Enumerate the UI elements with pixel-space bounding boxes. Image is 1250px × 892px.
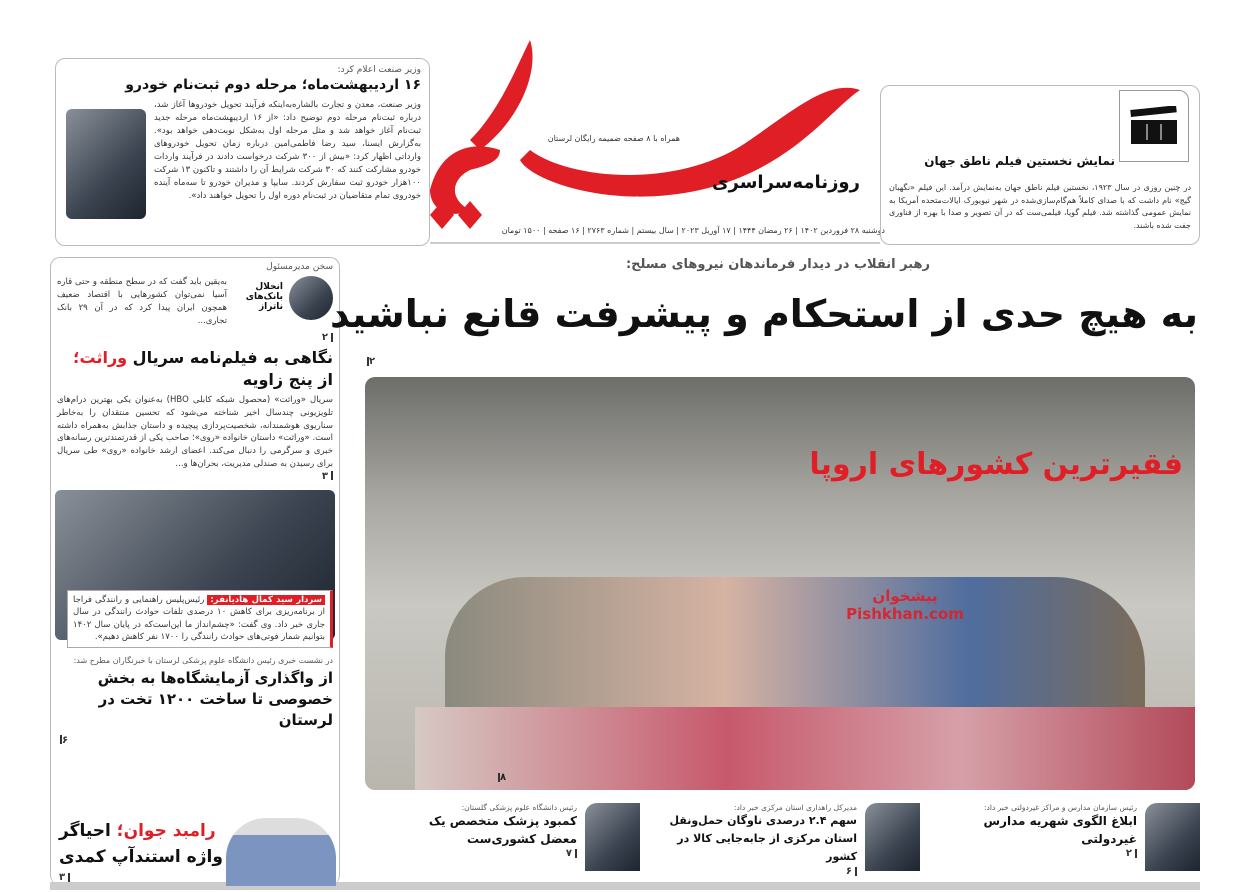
top-left-story <box>55 58 430 246</box>
story-title[interactable]: ۱۶ اردیبهشت‌ماه؛ مرحله دوم ثبت‌نام خودرو <box>125 77 421 93</box>
story-photo <box>1145 803 1200 871</box>
blanket <box>415 707 1195 790</box>
bottom-story <box>640 803 920 881</box>
story-title[interactable]: کمبود پزشک متخصص یک معضل کشوری‌ست <box>428 814 577 846</box>
page-ref[interactable]: ۲ <box>967 848 1137 859</box>
labs-kicker: در نشست خبری رئیس دانشگاه علوم پزشکی لرستان با خبرنگاران مطرح شد: <box>73 655 333 665</box>
page-ref[interactable]: ۳ <box>59 872 70 883</box>
page-ref[interactable]: ۲ <box>364 356 375 367</box>
story-title[interactable]: نمایش نخستین فیلم ناطق جهان <box>924 154 1115 168</box>
comedy-title[interactable] <box>57 818 225 870</box>
minister-photo <box>66 109 146 219</box>
comedian-photo <box>226 818 336 886</box>
clapperboard-icon <box>1119 90 1189 162</box>
page-ref[interactable]: ۲ <box>57 332 333 343</box>
editorial-kicker: سخن مدیرمسئول <box>266 262 333 272</box>
police-caption <box>67 590 333 648</box>
editorial-title-2[interactable]: بانک‌های ناتراز <box>245 292 283 312</box>
main-photo[interactable] <box>365 377 1195 790</box>
story-body: در چنین روزی در سال ۱۹۲۳، نخستین فیلم ناطق جهان به‌نمایش درآمد. این فیلم «نگهبان گیج» نام داشت که با صدای کاملاً هم‌گام‌سازی‌شده در شهر نیویورک ایالات‌متحده آمریکا به نمایش عمومی گذاشته شد. فیلم گویا، فیلمی‌ست که در آن تصویر و صدا با بهره از فناوری جفت شده باشند. <box>889 183 1191 230</box>
police-body: رئیس‌پلیس راهنمایی و رانندگی فراجا از برنامه‌ریزی برای کاهش ۱۰ درصدی تلفات حوادث رانندگی در سال جاری خبر داد. وی گفت: «چشم‌انداز ما این‌است‌که در پایان سال ۱۴۰۲ بتوانیم شمار فوتی‌های حوادث رانندگی را ۱۷۰۰ نفر کاهش دهیم». <box>73 594 325 643</box>
kicker: رئیس دانشگاه علوم پزشکی گلستان: <box>461 803 577 812</box>
left-column <box>50 257 340 885</box>
main-headline[interactable]: به هیچ حدی از استحکام و پیشرفت قانع نباشید <box>329 292 1198 336</box>
title-highlight: وراثت؛ <box>73 348 128 367</box>
bottom-story <box>360 803 640 881</box>
story-title[interactable]: سهم ۲.۴ درصدی ناوگان حمل‌ونقل استان مرکزی از جابه‌جایی کالا در کشور <box>669 814 857 863</box>
main-kicker: رهبر انقلاب در دیدار فرماندهان نیروهای مسلح: <box>625 257 930 272</box>
story-photo <box>585 803 640 871</box>
masthead-subtitle: روزنامه‌سراسری <box>712 172 860 193</box>
title-part: نگاهی به فیلم‌نامه سریال <box>127 348 333 367</box>
labs-title[interactable]: از واگذاری آزمایشگاه‌ها به بخش خصوصی تا ساخت ۱۲۰۰ تخت در لرستان <box>97 668 333 729</box>
title-part: از پنج زاویه <box>242 370 333 389</box>
page-ref[interactable]: ۶ <box>57 735 333 746</box>
title-part: احیاگر <box>59 821 117 841</box>
logo <box>410 30 870 230</box>
story-body: وزیر صنعت، معدن و تجارت بالشارەبەاینکه فرآیند تحویل خودروها آغاز شد، درباره ثبت‌نام مرحله دوم توضیح داد: «از ۱۶ اردیبهشت‌ماه مرحله جدید ثبت‌نام آغاز خواهد شد و مثل مرحله اول به‌شکل نوبت‌دهی خواهد بود». به‌گزارش ایسنا، سید رضا فاطمی‌امین درباره زمان تحویل خودروهای وارداتی اظهار کرد: «بیش از ۳۰۰ شرکت درخواست دادند در فرآیند واردات خودرو مشارکت کنند که ۳۰ شرکت شرایط آن را داشتند و تاکنون ۱۳ شرکت ۱۰۰هزار خودرو ثبت سفارش کردند. سایپا و مدیران خودرو تا سه‌ماه آینده خودروی تمام متقاضیان در ثبت‌نام دوره اول را تحویل خواهند داد». <box>154 100 421 201</box>
police-chief-photo <box>55 490 335 643</box>
editorial-title[interactable]: انحلال <box>255 282 283 292</box>
kicker: وزیر صنعت اعلام کرد: <box>337 65 421 75</box>
page-ref[interactable]: ۷ <box>427 848 577 859</box>
bottom-story <box>920 803 1200 881</box>
kicker: رئیس سازمان مدارس و مراکز غیردولتی خبر داد: <box>983 803 1137 812</box>
photo-title: فقیرترین کشورهای اروپا <box>809 447 1183 482</box>
editorial-body: به‌یقین باید گفت که در سطح منطقه و حتی قاره آسیا نمی‌توان کشورهایی با اقتصاد ضعیف همچون ایران پیدا کرد که در آن ۲۹ بانک تجاری... <box>57 277 227 326</box>
supplement-note: همراه با ۸ صفحه ضمیمه رایگان لرستان <box>547 134 680 143</box>
title-part: واژه استندآپ کمدی <box>59 847 223 867</box>
title-highlight: رامبد جوان؛ <box>116 821 216 841</box>
page-ref[interactable]: ۸ <box>495 772 506 783</box>
story-photo <box>865 803 920 871</box>
footer-bar <box>50 882 1200 890</box>
divider <box>430 242 880 244</box>
kicker: مدیرکل راهداری استان مرکزی خبر داد: <box>733 803 857 812</box>
series-title[interactable] <box>57 347 333 391</box>
series-body: سریال «وراثت» (محصول شبکه کابلی HBO) به‌عنوان یکی بهترین درام‌های تلویزیونی چندسال اخیر شناخته می‌شود که تحسین منتقدان را به‌خاطر سناریوی هوشمندانه، شخصیت‌پردازی پیچیده و داستان جذابش به‌همراه داشته است. «وراثت» داستان خانواده «روی»؛ صاحب یکی از قدرتمندترین رسانه‌های خبری و سرگرمی را دنبال می‌کند. اعضای ارشد خانواده «روی» طی سریال برای رسیدن به صندلی مدیریت، بحران‌ها و... <box>57 395 333 469</box>
page-ref[interactable]: ۳ <box>57 471 333 482</box>
page-ref[interactable]: ۶ <box>657 866 857 877</box>
watermark: پیشخوان Pishkhan.com <box>846 587 964 623</box>
top-right-story <box>880 85 1200 245</box>
bottom-row <box>360 803 1200 881</box>
dateline: دوشنبه ۲۸ فروردین ۱۴۰۲ | ۲۶ رمضان ۱۴۴۴ | ۱۷ آوریل ۲۰۲۳ | سال بیستم | شماره ۲۷۶۳ | ۱۶ صفحه | ۱۵۰۰ تومان <box>501 226 885 235</box>
editor-avatar <box>289 276 333 320</box>
story-title[interactable]: ابلاغ الگوی شهریه مدارس غیردولتی <box>983 814 1137 846</box>
police-name: سردار سید کمال هادیانفر: <box>207 595 325 605</box>
